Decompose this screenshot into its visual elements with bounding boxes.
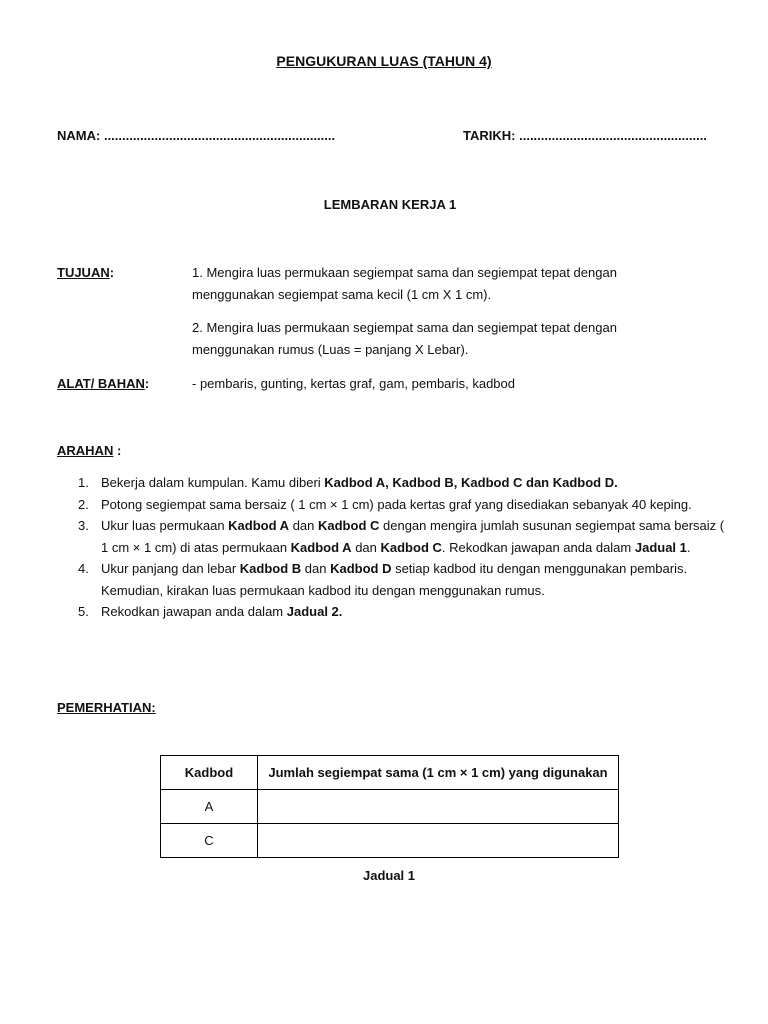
tujuan-item-1-line-2: menggunakan segiempat sama kecil (1 cm X 1 cm). [192,287,492,302]
list-item [78,515,728,558]
step-text-bold: Kadbod A [290,539,352,555]
step-text: Ukur luas permukaan [101,518,229,533]
table-cell-kadbod: A [161,790,258,824]
step-text-bold: Jadual 2. [286,604,343,619]
list-item [78,494,728,516]
nama-field [57,128,335,143]
alat-value: - pembaris, gunting, kertas graf, gam, pembaris, kadbod [192,376,515,391]
tujuan-colon: : [109,265,115,280]
tujuan-item-2-line-2: menggunakan rumus (Luas = panjang X Lebar). [192,342,469,357]
tarikh-blank: .................................................... [519,128,707,143]
step-text: dan [351,539,381,555]
step-text-bold: Kadbod B [239,561,302,576]
list-item [78,558,728,601]
step-text: dengan mengira jumlah susunan segiempat sama bersaiz ( 1 cm × 1 cm) di atas permukaan [101,518,725,555]
step-number: 3. [78,518,89,533]
step-number: 2. [78,496,89,512]
step-text: . [686,539,691,555]
table-header-row [161,756,619,790]
column-header-jumlah: Jumlah segiempat sama (1 cm × 1 cm) yang digunakan [258,756,619,790]
step-text: Potong segiempat sama bersaiz ( 1 cm × 1 cm) pada kertas graf yang disediakan sebanyak 40 keping. [101,496,692,512]
table-row [161,790,619,824]
arahan-colon: : [113,443,122,458]
tujuan-item-2-line-1: 2. Mengira luas permukaan segiempat sama dan segiempat tepat dengan [192,320,617,335]
alat-heading [57,376,149,391]
step-text: Ukur panjang dan lebar [101,561,240,576]
alat-colon: : [144,376,150,391]
step-text-bold: Kadbod A, Kadbod B, Kadbod C dan Kadbod D. [324,475,618,490]
tarikh-field [463,128,707,143]
page-title: PENGUKURAN LUAS (TAHUN 4) [276,53,492,69]
step-text: setiap kadbod itu dengan menggunakan pembaris. Kemudian, kirakan luas permukaan kadbod itu dengan menggunakan rumus. [101,561,688,598]
table-row [161,824,619,858]
table-cell-answer[interactable] [258,824,619,858]
step-text-bold: Kadbod C [318,518,380,533]
step-text: dan [289,518,318,533]
alat-label: ALAT/ BAHAN [57,376,145,391]
step-number: 4. [78,561,89,576]
nama-blank: ................................................................ [103,128,336,143]
step-text-bold: Kadbod A [228,518,290,533]
list-item [78,601,728,623]
step-text: dan [301,561,331,576]
step-text: Rekodkan jawapan anda dalam [101,604,287,619]
tujuan-label: TUJUAN [57,265,110,280]
jadual-1-table [160,755,619,858]
step-text-bold: Kadbod C [380,539,442,555]
step-number: 5. [78,604,89,619]
table-cell-kadbod: C [161,824,258,858]
step-text-bold: Jadual 1 [634,539,687,555]
nama-label: NAMA: [57,128,101,143]
tujuan-heading [57,265,114,280]
table-cell-answer[interactable] [258,790,619,824]
pemerhatian-heading: PEMERHATIAN: [57,700,156,715]
list-item [78,472,728,494]
worksheet-title: LEMBARAN KERJA 1 [323,197,457,212]
step-text-bold: Kadbod D [330,561,392,576]
step-number: 1. [78,475,89,490]
arahan-heading [57,443,121,458]
table-caption: Jadual 1 [362,868,416,883]
instruction-list [78,472,728,623]
tarikh-label: TARIKH: [463,128,516,143]
step-text: . Rekodkan jawapan anda dalam [441,539,635,555]
step-text: Bekerja dalam kumpulan. Kamu diberi [101,475,325,490]
tujuan-item-1-line-1: 1. Mengira luas permukaan segiempat sama dan segiempat tepat dengan [192,265,617,280]
column-header-kadbod: Kadbod [161,756,258,790]
arahan-label: ARAHAN [57,443,114,458]
